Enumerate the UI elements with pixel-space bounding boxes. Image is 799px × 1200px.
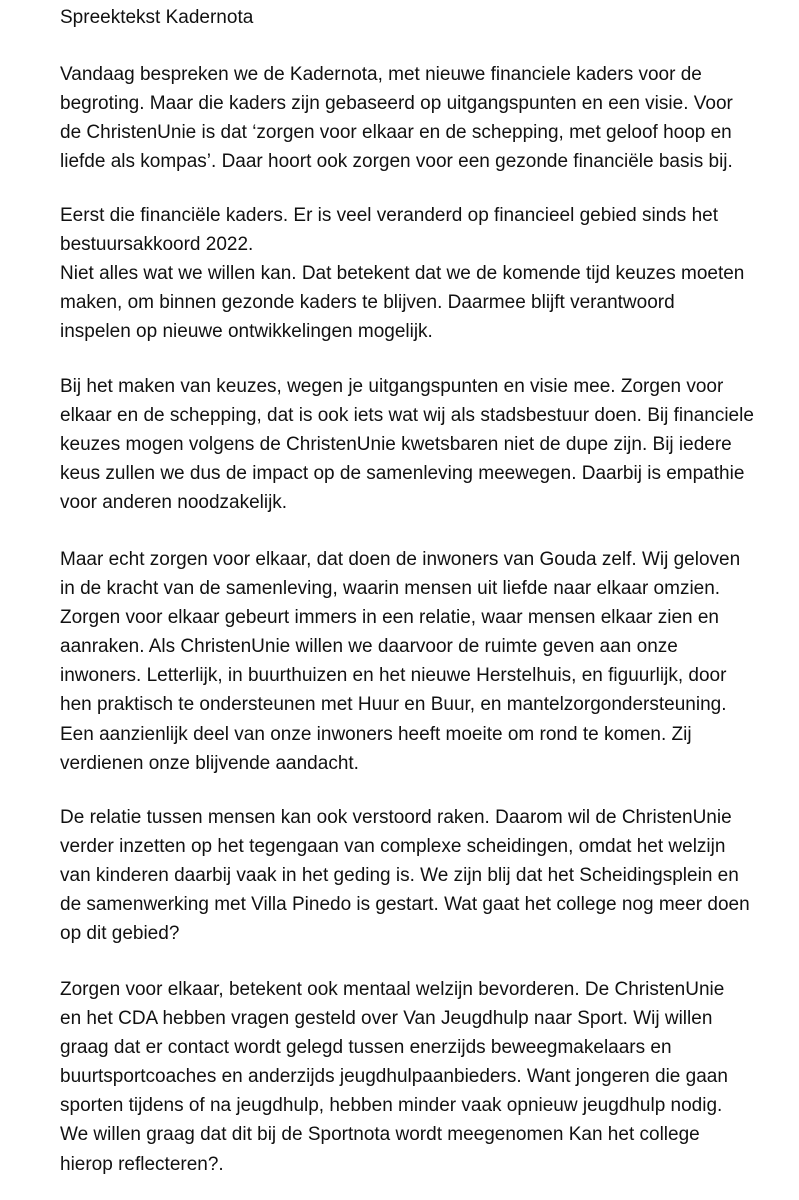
paragraph-line: De relatie tussen mensen kan ook verstoord raken. Daarom wil de ChristenUnie bbox=[60, 807, 732, 828]
paragraph-making-choices bbox=[60, 372, 780, 517]
paragraph-line: de ChristenUnie is dat ‘zorgen voor elkaar en de schepping, met geloof hoop en bbox=[60, 122, 732, 144]
paragraph-line: bestuursakkoord 2022. bbox=[60, 234, 254, 256]
paragraph-line: begroting. Maar die kaders zijn gebaseerd op uitgangspunten en een visie. Voor bbox=[60, 93, 733, 115]
paragraph-line: Zorgen voor elkaar, betekent ook mentaal welzijn bevorderen. De ChristenUnie bbox=[60, 979, 725, 1000]
paragraph-line: in de kracht van de samenleving, waarin mensen uit liefde naar elkaar omzien. bbox=[60, 578, 721, 600]
paragraph-line: de samenwerking met Villa Pinedo is gestart. Wat gaat het college nog meer doen bbox=[60, 894, 750, 916]
paragraph-line: inwoners. Letterlijk, in buurthuizen en het nieuwe Herstelhuis, en figuurlijk, door bbox=[60, 665, 727, 687]
paragraph-mental-wellbeing bbox=[60, 975, 780, 1179]
paragraph-line: Bij het maken van keuzes, wegen je uitgangspunten en visie mee. Zorgen voor bbox=[60, 376, 724, 397]
paragraph-line: Niet alles wat we willen kan. Dat betekent dat we de komende tijd keuzes moeten bbox=[60, 263, 745, 285]
paragraph-line: hierop reflecteren?. bbox=[60, 1153, 224, 1175]
paragraph-line: inspelen op nieuwe ontwikkelingen mogelijk. bbox=[60, 321, 433, 343]
paragraph-intro bbox=[60, 60, 780, 176]
paragraph-line: aanraken. Als ChristenUnie willen we daarvoor de ruimte geven aan onze bbox=[60, 636, 678, 658]
paragraph-line: maken, om binnen gezonde kaders te blijven. Daarmee blijft verantwoord bbox=[60, 292, 675, 314]
paragraph-line: Eerst die financiële kaders. Er is veel veranderd op financieel gebied sinds het bbox=[60, 205, 718, 226]
paragraph-line: Vandaag bespreken we de Kadernota, met nieuwe financiele kaders voor de bbox=[60, 64, 702, 85]
paragraph-line: Maar echt zorgen voor elkaar, dat doen de inwoners van Gouda zelf. Wij geloven bbox=[60, 549, 741, 570]
paragraph-line: Zorgen voor elkaar gebeurt immers in een relatie, waar mensen elkaar zien en bbox=[60, 607, 719, 629]
paragraph-line: elkaar en de schepping, dat is ook iets wat wij als stadsbestuur doen. Bij financiele bbox=[60, 405, 754, 427]
paragraph-line: en het CDA hebben vragen gesteld over Van Jeugdhulp naar Sport. Wij willen bbox=[60, 1008, 713, 1030]
paragraph-line: Een aanzienlijk deel van onze inwoners heeft moeite om rond te komen. Zij bbox=[60, 723, 692, 745]
paragraph-line: verder inzetten op het tegengaan van complexe scheidingen, omdat het welzijn bbox=[60, 836, 726, 858]
paragraph-line: We willen graag dat dit bij de Sportnota wordt meegenomen Kan het college bbox=[60, 1124, 700, 1146]
paragraph-line: keuzes mogen volgens de ChristenUnie kwetsbaren niet de dupe zijn. Bij iedere bbox=[60, 434, 732, 456]
paragraph-financial-frameworks bbox=[60, 201, 780, 346]
paragraph-line: op dit gebied? bbox=[60, 923, 180, 945]
paragraph-line: liefde als kompas’. Daar hoort ook zorgen voor een gezonde financiële basis bij. bbox=[60, 151, 733, 173]
paragraph-line: sporten tijdens of na jeugdhulp, hebben minder vaak opnieuw jeugdhulp nodig. bbox=[60, 1095, 723, 1117]
paragraph-caring-for-each-other bbox=[60, 545, 780, 778]
paragraph-relationships bbox=[60, 803, 780, 948]
paragraph-line: buurtsportcoaches en anderzijds jeugdhulpaanbieders. Want jongeren die gaan bbox=[60, 1066, 728, 1088]
paragraph-line: van kinderen daarbij vaak in het geding is. We zijn blij dat het Scheidingsplein en bbox=[60, 865, 739, 887]
paragraph-line: hen praktisch te ondersteunen met Huur en Buur, en mantelzorgondersteuning. bbox=[60, 694, 727, 716]
paragraph-line: verdienen onze blijvende aandacht. bbox=[60, 752, 359, 774]
paragraph-line: keus zullen we dus de impact op de samenleving meewegen. Daarbij is empathie bbox=[60, 463, 745, 485]
paragraph-line: graag dat er contact wordt gelegd tussen enerzijds beweegmakelaars en bbox=[60, 1037, 672, 1059]
paragraph-line: voor anderen noodzakelijk. bbox=[60, 492, 288, 514]
document-title: Spreektekst Kadernota bbox=[60, 7, 254, 28]
